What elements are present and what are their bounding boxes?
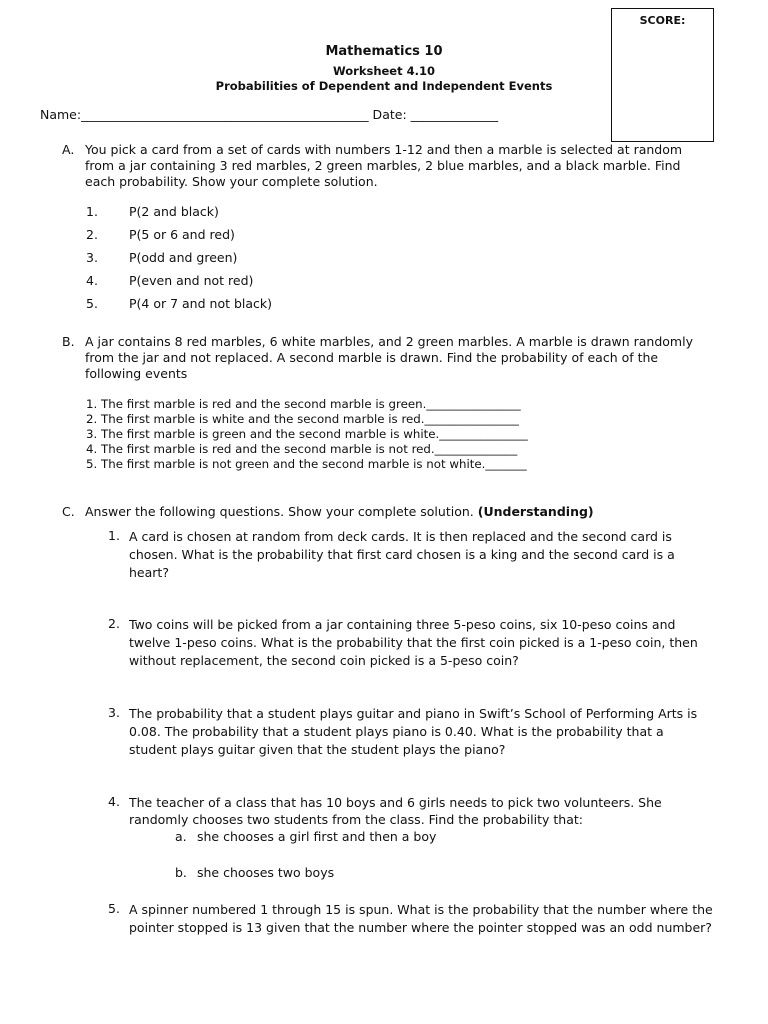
b-item-4[interactable]: 4. The first marble is red and the second marble is not red.______________: [86, 442, 518, 456]
b-item-2[interactable]: 2. The first marble is white and the second marble is red.________________: [86, 412, 519, 426]
c-q5-text: A spinner numbered 1 through 15 is spun. What is the probability that the number where the pointer stopped is 13 given that the number where the pointer stopped was an odd number?: [129, 902, 713, 935]
c-q2-num: 2.: [108, 616, 120, 631]
a-item-4-text: P(even and not red): [129, 273, 254, 288]
page-title: Mathematics 10: [325, 44, 443, 59]
name-date-line[interactable]: Name:______________________________________________ Date: ______________: [40, 107, 499, 122]
score-label: SCORE:: [639, 14, 686, 27]
a-item-2-num: 2.: [86, 227, 98, 242]
c-q5-num: 5.: [108, 901, 120, 916]
worksheet-topic: Probabilities of Dependent and Independent Events: [215, 79, 553, 93]
a-item-1-num: 1.: [86, 204, 98, 219]
section-a-instructions: You pick a card from a set of cards with numbers 1-12 and then a marble is selected at random from a jar containing 3 red marbles, 2 green marbles, 2 blue marbles, and a black marble. Find each probability. Show your complete solution.: [85, 142, 683, 189]
section-c-instructions: Answer the following questions. Show your complete solution.: [85, 504, 474, 519]
section-a-letter: A.: [62, 142, 75, 157]
c-q4a-text: she chooses a girl first and then a boy: [197, 829, 437, 844]
c-q4b-text: she chooses two boys: [197, 865, 335, 880]
c-q3-num: 3.: [108, 705, 120, 720]
c-q1-num: 1.: [108, 528, 120, 543]
a-item-3-text: P(odd and green): [129, 250, 238, 265]
c-q4-text: The teacher of a class that has 10 boys and 6 girls needs to pick two volunteers. She randomly chooses two students from the class. Find the probability that:: [129, 795, 662, 827]
a-item-3-num: 3.: [86, 250, 98, 265]
section-c-emphasis: (Understanding): [477, 504, 594, 519]
c-q4-num: 4.: [108, 794, 120, 809]
c-q3-text: The probability that a student plays guitar and piano in Swift’s School of Performing Arts is 0.08. The probability that a student plays piano is 0.40. What is the probability that a student plays guitar given that the student plays the piano?: [129, 706, 698, 757]
section-c-letter: C.: [62, 504, 75, 519]
section-c-instructions-line: [85, 504, 594, 520]
a-item-2-text: P(5 or 6 and red): [129, 227, 235, 242]
a-item-5-text: P(4 or 7 and not black): [129, 296, 273, 311]
section-b-letter: B.: [62, 334, 75, 349]
c-q2-text: Two coins will be picked from a jar containing three 5-peso coins, six 10-peso coins and twelve 1-peso coins. What is the probability that the first coin picked is a 1-peso coin, then without replacement, the second coin picked is a 5-peso coin?: [129, 617, 698, 668]
worksheet-number: Worksheet 4.10: [332, 64, 435, 78]
a-item-1-text: P(2 and black): [129, 204, 219, 219]
c-q4a-letter: a.: [175, 829, 187, 844]
b-item-3[interactable]: 3. The first marble is green and the second marble is white._______________: [86, 427, 528, 441]
b-item-5[interactable]: 5. The first marble is not green and the second marble is not white._______: [86, 457, 527, 471]
a-item-5-num: 5.: [86, 296, 98, 311]
b-item-1[interactable]: 1. The first marble is red and the second marble is green.________________: [86, 397, 521, 411]
section-b-instructions: A jar contains 8 red marbles, 6 white marbles, and 2 green marbles. A marble is drawn randomly from the jar and not replaced. A second marble is drawn. Find the probability of each of the following events: [85, 334, 693, 381]
c-q4b-letter: b.: [175, 865, 187, 880]
a-item-4-num: 4.: [86, 273, 98, 288]
c-q1-text: A card is chosen at random from deck cards. It is then replaced and the second card is chosen. What is the probability that first card chosen is a king and the second card is a heart?: [129, 529, 675, 580]
